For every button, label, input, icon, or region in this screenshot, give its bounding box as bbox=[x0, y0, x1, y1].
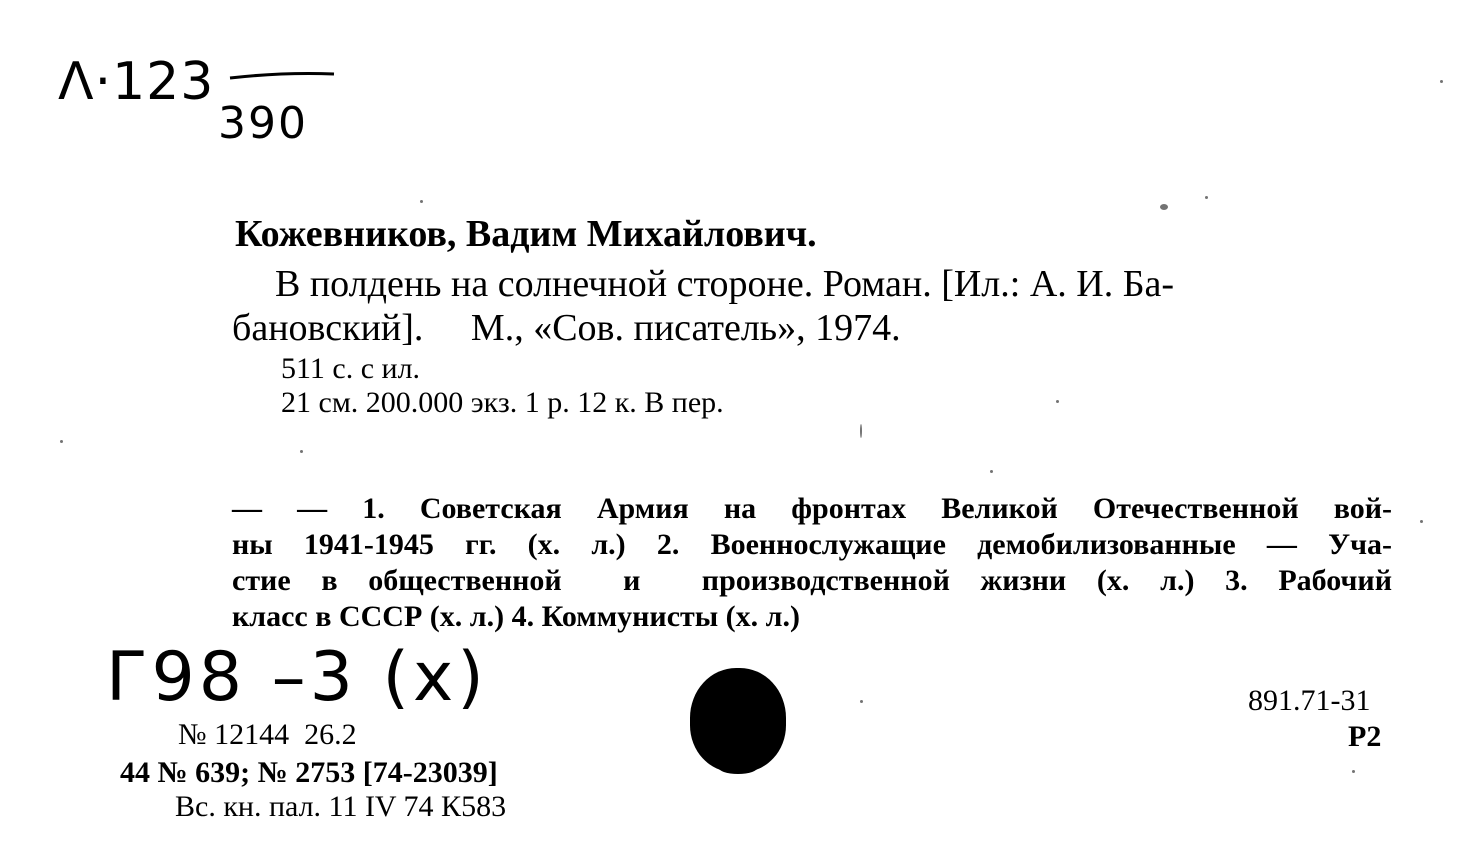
scan-speck bbox=[300, 450, 303, 453]
scan-speck bbox=[860, 700, 863, 703]
subject-line-4: класс в СССР (х. л.) 4. Коммунисты (х. л.) bbox=[232, 600, 800, 633]
author-heading: Кожевников, Вадим Михайлович. bbox=[235, 213, 817, 255]
author-mark: Р2 bbox=[1348, 720, 1382, 753]
scan-speck bbox=[1420, 520, 1423, 523]
footer-line-2: 44 № 639; № 2753 [74-23039] bbox=[120, 756, 498, 789]
shelfmark-fraction-line bbox=[228, 70, 338, 80]
footer-line-1: № 12144 26.2 bbox=[178, 718, 357, 751]
subject-line-2: ны 1941-1945 гг. (х. л.) 2. Военнослужащие демобилизованные — Уча- bbox=[232, 528, 1392, 561]
punch-hole bbox=[690, 668, 786, 772]
scan-speck bbox=[1056, 400, 1059, 403]
collation-size-price: 21 см. 200.000 экз. 1 р. 12 к. В пер. bbox=[281, 386, 724, 419]
title-line-1: В полдень на солнечной стороне. Роман. [Ил.: А. И. Ба- bbox=[275, 263, 1175, 305]
subject-line-3: стие в общественной и производственной жизни (х. л.) 3. Рабочий bbox=[232, 564, 1392, 597]
shelfmark-number: 390 bbox=[218, 98, 308, 149]
subject-line-1: — — 1. Советская Армия на фронтах Великой Отечественной вой- bbox=[232, 492, 1392, 525]
scan-speck bbox=[860, 424, 862, 438]
handwritten-classification: Г98 –3 (х) bbox=[106, 638, 488, 717]
scan-speck bbox=[1205, 196, 1208, 199]
scan-speck bbox=[60, 440, 63, 443]
scan-speck bbox=[420, 200, 423, 203]
scan-speck bbox=[990, 470, 993, 473]
title-line-2: бановский]. М., «Сов. писатель», 1974. bbox=[232, 307, 901, 349]
scan-speck bbox=[1160, 204, 1168, 210]
shelfmark-code: Λ·123 bbox=[58, 52, 215, 112]
scan-speck bbox=[1440, 80, 1443, 83]
footer-line-3: Вс. кн. пал. 11 IV 74 К583 bbox=[175, 790, 507, 823]
scan-speck bbox=[1352, 770, 1355, 773]
collation-pages: 511 с. с ил. bbox=[281, 352, 421, 385]
classification-number: 891.71-31 bbox=[1248, 684, 1371, 717]
